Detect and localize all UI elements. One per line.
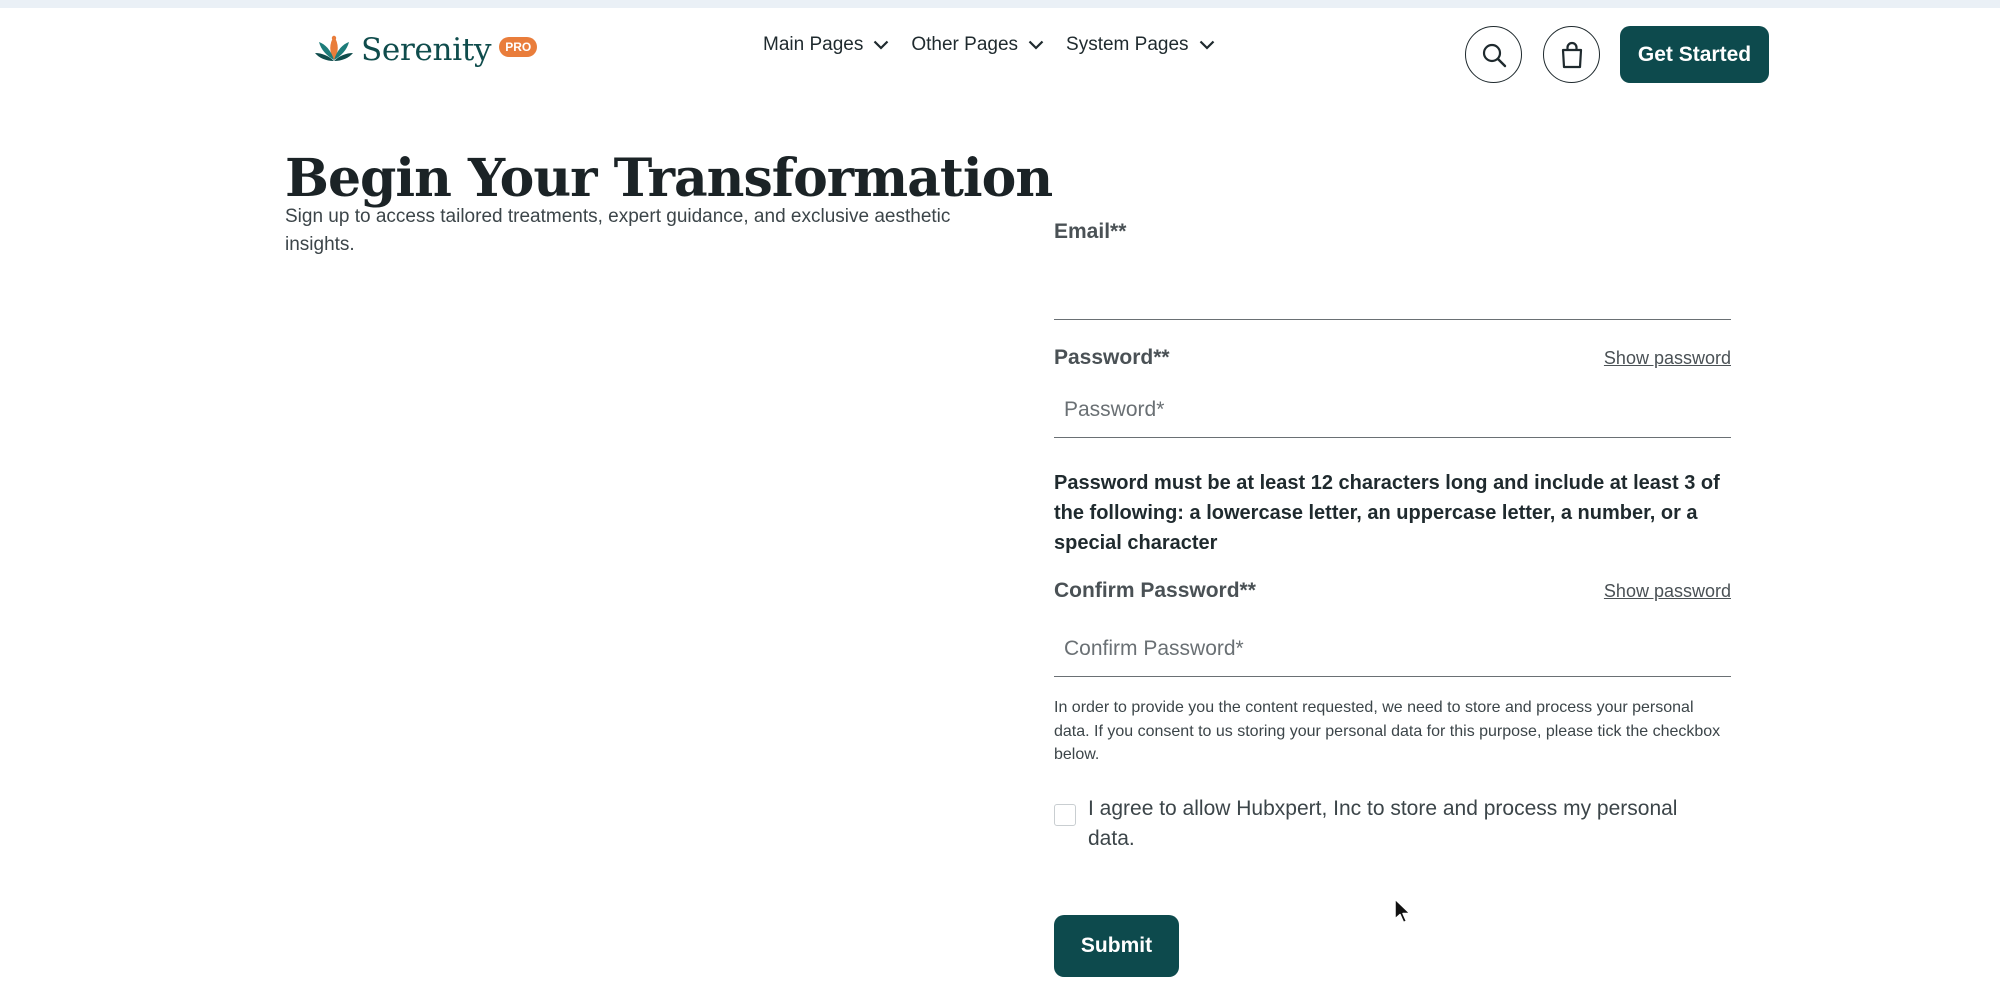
consent-text: In order to provide you the content requested, we need to store and process your personal data. If you consent to us storing your personal data for this purpose, please tick the checkbox below.: [1054, 699, 1721, 763]
email-label: Email**: [1054, 220, 1127, 243]
main-nav: [763, 34, 1215, 56]
password-requirements: Password must be at least 12 characters long and include at least 3 of the following: a lowercase letter, an uppercase letter, a number, or a special character: [1054, 472, 1720, 554]
confirm-password-group: [1054, 579, 1731, 677]
nav-label: Other Pages: [911, 34, 1019, 55]
lotus-logo-icon: [313, 32, 355, 68]
agree-row: [1054, 794, 1731, 854]
pro-badge: PRO: [499, 37, 537, 57]
email-input[interactable]: [1054, 264, 1731, 320]
search-icon: [1481, 42, 1507, 68]
agree-label[interactable]: I agree to allow Hubxpert, Inc to store and process my personal data.: [1088, 797, 1678, 850]
confirm-password-label: Confirm Password**: [1054, 579, 1256, 602]
top-strip: [0, 0, 2000, 8]
chevron-down-icon: [1028, 40, 1044, 50]
site-header: [0, 8, 2000, 86]
email-group: [1054, 220, 1731, 320]
nav-other-pages[interactable]: [911, 34, 1044, 56]
page-title: Begin Your Transformation: [285, 148, 1053, 209]
password-input[interactable]: [1054, 382, 1731, 438]
nav-label: Main Pages: [763, 34, 864, 55]
mouse-cursor-icon: [1393, 897, 1413, 925]
search-button[interactable]: [1465, 26, 1522, 83]
nav-label: System Pages: [1066, 34, 1189, 55]
nav-main-pages[interactable]: [763, 34, 889, 56]
agree-checkbox[interactable]: [1054, 804, 1076, 826]
shopping-bag-icon: [1559, 41, 1585, 69]
chevron-down-icon: [1199, 40, 1215, 50]
password-group: [1054, 346, 1731, 438]
submit-button[interactable]: Submit: [1054, 915, 1179, 977]
logo-text: Serenity: [361, 32, 492, 68]
confirm-password-input[interactable]: [1054, 621, 1731, 677]
password-label-row: [1054, 346, 1731, 370]
get-started-button[interactable]: Get Started: [1620, 26, 1769, 83]
chevron-down-icon: [873, 40, 889, 50]
page-subtitle: Sign up to access tailored treatments, expert guidance, and exclusive aesthetic insights.: [285, 206, 951, 255]
confirm-label-row: [1054, 579, 1731, 603]
show-password-link[interactable]: Show password: [1603, 347, 1731, 368]
password-label: Password**: [1054, 346, 1170, 369]
cart-button[interactable]: [1543, 26, 1600, 83]
nav-system-pages[interactable]: [1066, 34, 1215, 56]
show-confirm-password-link[interactable]: Show password: [1603, 580, 1731, 601]
logo[interactable]: [313, 30, 537, 70]
